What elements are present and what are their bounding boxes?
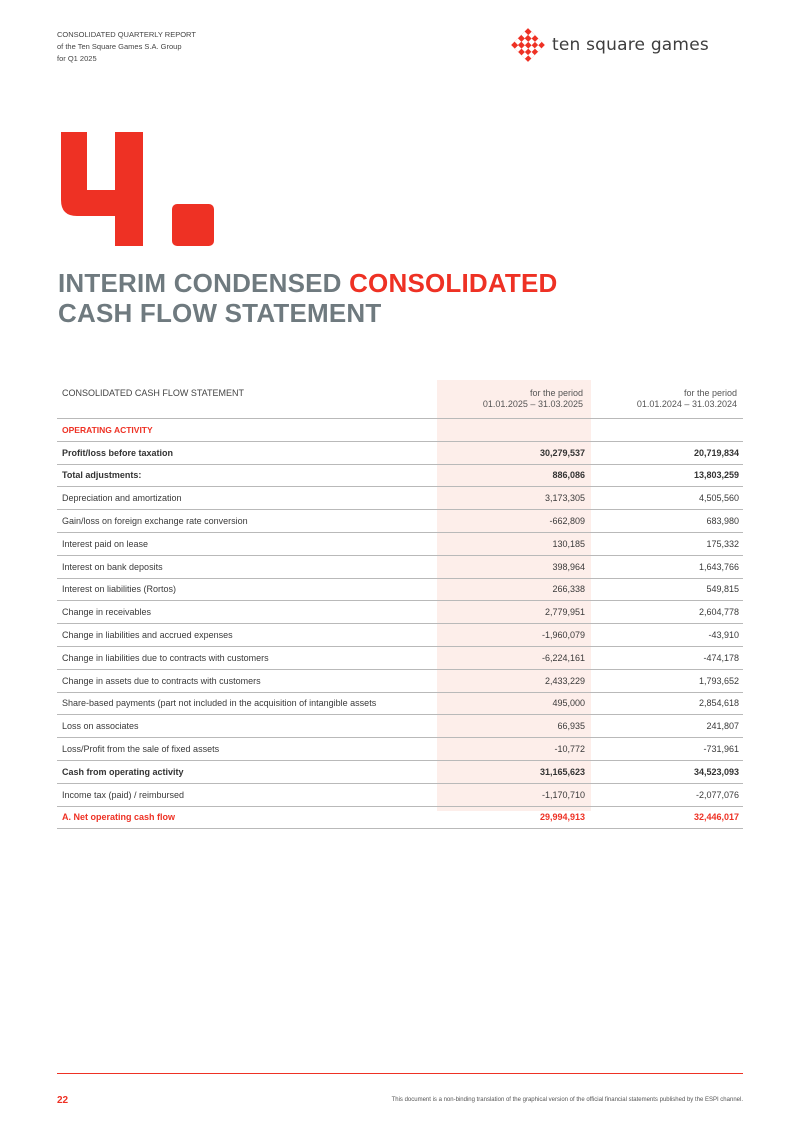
- column-header-2025-line1: for the period: [529, 388, 583, 398]
- row-label: Profit/loss before taxation: [62, 447, 174, 458]
- page-title: [58, 268, 558, 328]
- value-2025: 2,433,229: [544, 675, 585, 686]
- row-label: Change in liabilities and accrued expenses: [62, 630, 233, 641]
- value-2025: 886,086: [552, 470, 585, 481]
- value-2025: 130,185: [552, 538, 585, 549]
- row-label: Change in liabilities due to contracts with customers: [62, 652, 269, 663]
- report-header-line2: of the Ten Square Games S.A. Group: [57, 42, 182, 51]
- company-logo: [511, 28, 709, 62]
- value-2024: 32,446,017: [693, 812, 739, 823]
- title-plain: INTERIM CONDENSED: [58, 268, 350, 298]
- table-row: [57, 556, 743, 579]
- value-2025: 495,000: [552, 698, 585, 709]
- row-label: Interest on liabilities (Rortos): [62, 584, 177, 595]
- table-row: [57, 693, 743, 716]
- table-row: [57, 647, 743, 670]
- table-row: [57, 465, 743, 488]
- cash-flow-table: [57, 380, 743, 829]
- section-label: OPERATING ACTIVITY: [62, 424, 153, 435]
- value-2024: 175,332: [706, 538, 739, 549]
- value-2024: 20,719,834: [693, 447, 739, 458]
- row-label: Income tax (paid) / reimbursed: [62, 789, 185, 800]
- value-2025: 29,994,913: [539, 812, 585, 823]
- value-2024: -474,178: [703, 652, 739, 663]
- value-2024: 1,793,652: [698, 675, 739, 686]
- value-2024: -43,910: [708, 630, 739, 641]
- row-label: Gain/loss on foreign exchange rate conversion: [62, 516, 248, 527]
- value-2025: -662,809: [549, 516, 585, 527]
- row-label: Change in assets due to contracts with customers: [62, 675, 261, 686]
- row-label: Interest paid on lease: [62, 538, 149, 549]
- row-label: Cash from operating activity: [62, 766, 184, 777]
- footer-disclaimer: This document is a non-binding translation of the graphical version of the official financial statements published by the ESPI channel.: [391, 1097, 743, 1103]
- value-2024: 241,807: [706, 721, 739, 732]
- table-row: [57, 624, 743, 647]
- row-label: Change in receivables: [62, 607, 152, 618]
- value-2025: 31,165,623: [539, 766, 585, 777]
- checkered-diamond-icon: [511, 28, 545, 62]
- report-header-line1: CONSOLIDATED QUARTERLY REPORT: [57, 30, 196, 39]
- table-row: [57, 601, 743, 624]
- table-row: [57, 784, 743, 807]
- table-row: [57, 738, 743, 761]
- section-row: [57, 418, 743, 442]
- footer-divider: [57, 1073, 743, 1074]
- column-header-2024-line2: 01.01.2024 – 31.03.2024: [636, 399, 737, 409]
- value-2025: -6,224,161: [541, 652, 585, 663]
- value-2025: 3,173,305: [544, 493, 585, 504]
- table-header: [57, 380, 743, 418]
- table-row: [57, 807, 743, 830]
- value-2024: -731,961: [703, 744, 739, 755]
- logo-wordmark: ten square games: [552, 35, 709, 55]
- table-row: [57, 533, 743, 556]
- value-2024: 2,604,778: [698, 607, 739, 618]
- value-2025: -10,772: [554, 744, 585, 755]
- title-line2: CASH FLOW STATEMENT: [58, 298, 382, 328]
- value-2025: 30,279,537: [539, 447, 585, 458]
- report-header: [57, 29, 196, 65]
- value-2025: 266,338: [552, 584, 585, 595]
- row-label: Loss/Profit from the sale of fixed assets: [62, 744, 220, 755]
- report-header-line3: for Q1 2025: [57, 54, 97, 63]
- value-2024: 549,815: [706, 584, 739, 595]
- table-row: [57, 761, 743, 784]
- value-2025: -1,960,079: [541, 630, 585, 641]
- row-label: Total adjustments:: [62, 470, 142, 481]
- value-2024: 13,803,259: [693, 470, 739, 481]
- row-label: Loss on associates: [62, 721, 139, 732]
- value-2025: -1,170,710: [541, 789, 585, 800]
- table-row: [57, 442, 743, 465]
- value-2024: 1,643,766: [698, 561, 739, 572]
- column-header-2024: [591, 388, 737, 410]
- column-header-2025: [437, 388, 583, 410]
- value-2024: 4,505,560: [698, 493, 739, 504]
- column-header-2025-line2: 01.01.2025 – 31.03.2025: [482, 399, 583, 409]
- value-2025: 398,964: [552, 561, 585, 572]
- column-header-2024-line1: for the period: [683, 388, 737, 398]
- table-row: [57, 670, 743, 693]
- table-header-label: CONSOLIDATED CASH FLOW STATEMENT: [62, 388, 245, 398]
- chapter-number: [59, 128, 219, 248]
- row-label: Depreciation and amortization: [62, 493, 182, 504]
- title-accent: CONSOLIDATED: [349, 268, 558, 298]
- table-row: [57, 579, 743, 602]
- table-body: [57, 442, 743, 830]
- value-2024: 683,980: [706, 516, 739, 527]
- row-label: Share-based payments (part not included in the acquisition of intangible assets: [62, 698, 377, 709]
- value-2025: 66,935: [557, 721, 585, 732]
- page-number: 22: [57, 1095, 69, 1106]
- table-row: [57, 487, 743, 510]
- value-2024: 34,523,093: [693, 766, 739, 777]
- row-label: Interest on bank deposits: [62, 561, 163, 572]
- value-2024: 2,854,618: [698, 698, 739, 709]
- table-row: [57, 510, 743, 533]
- table-row: [57, 715, 743, 738]
- row-label: A. Net operating cash flow: [62, 812, 176, 823]
- value-2024: -2,077,076: [695, 789, 739, 800]
- value-2025: 2,779,951: [544, 607, 585, 618]
